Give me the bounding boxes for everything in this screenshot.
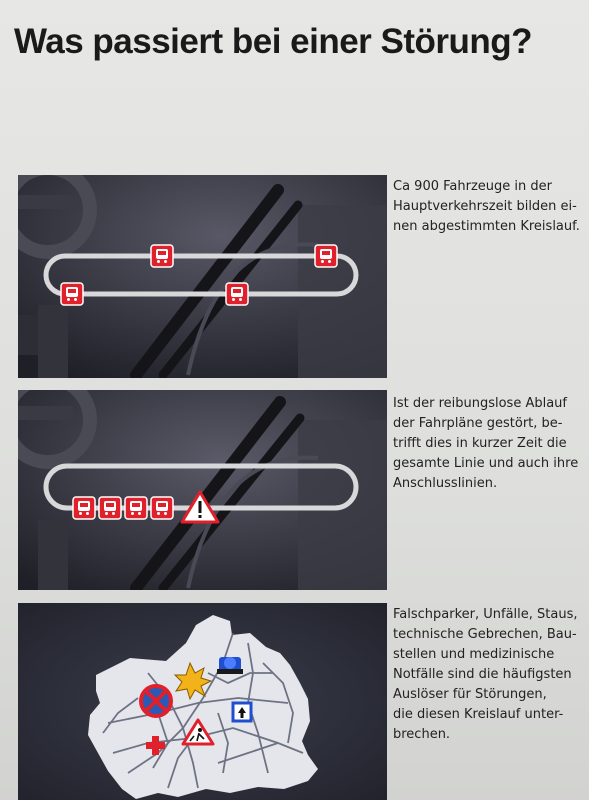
caption-line: trifft dies in kurzer Zeit die [393,436,567,451]
caption-line: stellen und medizinische [393,647,555,662]
tram-icon [125,497,147,519]
tram-icon [61,283,83,305]
caption-line: Anschlusslinien. [393,476,498,491]
causes-caption [393,605,585,745]
causes-map-illustration [18,603,387,800]
tram-icon [226,283,248,305]
police-light-icon [217,657,243,674]
tram-icon [151,497,173,519]
caption-line: technische Gebrechen, Bau- [393,627,577,642]
caption-line: Falschparker, Unfälle, Staus, [393,607,578,622]
caption-line: Ist der reibungslose Ablauf [393,396,567,411]
caption-line: brechen. [393,727,451,742]
tram-icon [73,497,95,519]
circulation-illustration [18,175,387,378]
caption-line: nen abgestimmten Kreislauf. [393,219,580,234]
caption-line: die diesen Kreislauf unter- [393,707,564,722]
caption-line: gesamte Linie und auch ihre [393,456,579,471]
no-parking-icon [141,686,171,716]
tram-icon [315,245,337,267]
caption-line: Ca 900 Fahrzeuge in der [393,179,552,194]
circulation-caption [393,177,585,237]
page-title: Was passiert bei einer Störung? [14,22,533,61]
caption-line: Auslöser für Störungen, [393,687,547,702]
disruption-caption [393,394,585,494]
caption-line: Hauptverkehrszeit bilden ei- [393,199,577,214]
caption-line: der Fahrpläne gestört, be- [393,416,563,431]
tram-icon [151,245,173,267]
info-sign-icon [233,703,251,721]
caption-line: Notfälle sind die häufigsten [393,667,572,682]
tram-icon [99,497,121,519]
disruption-illustration [18,390,387,590]
